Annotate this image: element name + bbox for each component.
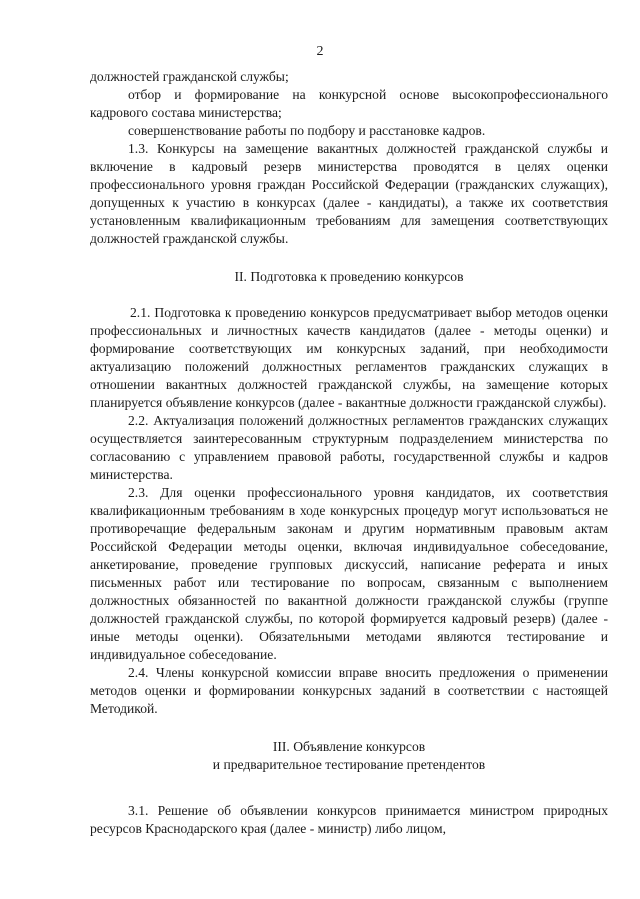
document-body bbox=[90, 68, 608, 838]
paragraph-3-1: 3.1. Решение об объявлении конкурсов принимается министром природных ресурсов Краснодарского края (далее - министр) либо лицом, bbox=[90, 803, 608, 836]
page-number: 2 bbox=[316, 44, 324, 59]
paragraph-intro-line: должностей гражданской службы; bbox=[90, 69, 289, 84]
section-3-heading-line2: и предварительное тестирование претендентов bbox=[212, 757, 486, 772]
paragraph-intro-improvement: совершенствование работы по подбору и расстановке кадров. bbox=[128, 123, 486, 138]
paragraph-2-2: 2.2. Актуализация положений должностных регламентов гражданских служащих осуществляется заинтересованным структурным подразделением министерства по согласованию с управлением правовой работы, государственной службы и кадров министерства. bbox=[90, 413, 608, 482]
paragraph-2-1: 2.1. Подготовка к проведению конкурсов предусматривает выбор методов оценки профессиональных и личностных качеств кандидатов (далее - методы оценки) и формирование соответствующих им конкурсных заданий, при необходимости актуализацию положений должностных регламентов гражданских служащих в отношении вакантных должностей гражданской службы, на замещение которых планируется объявление конкурсов (далее - вакантные должности гражданской службы). bbox=[90, 305, 608, 410]
paragraph-2-4: 2.4. Члены конкурсной комиссии вправе вносить предложения о применении методов оценки и формировании конкурсных заданий в соответствии с настоящей Методикой. bbox=[90, 665, 608, 716]
section-2-heading: II. Подготовка к проведению конкурсов bbox=[234, 269, 464, 284]
paragraph-2-3: 2.3. Для оценки профессионального уровня кандидатов, их соответствия квалификационным требованиям в ходе конкурсных процедур могут использоваться не противоречащие федеральным законам и другим нормативным правовым актам Российской Федерации методы оценки, включая индивидуальное собеседование, анкетирование, проведение групповых дискуссий, написание реферата и иных письменных работ или тестирование по вопросам, связанным с выполнением должностных обязанностей по вакантной должности гражданской службы (группе должностей гражданской службы, по которой формируется кадровый резерв) (далее - иные методы оценки). Обязательными методами являются тестирование и индивидуальное собеседование. bbox=[90, 485, 608, 662]
section-3-heading-line1: III. Объявление конкурсов bbox=[272, 739, 426, 754]
paragraph-1-3: 1.3. Конкурсы на замещение вакантных должностей гражданской службы и включение в кадровый резерв министерства проводятся в целях оценки профессионального уровня граждан Российской Федерации (гражданских служащих), допущенных к участию в конкурсах (далее - кандидаты), а также их соответствия установленным квалификационным требованиям для замещения соответствующих должностей гражданской службы. bbox=[90, 141, 608, 246]
paragraph-intro-selection: отбор и формирование на конкурсной основе высокопрофессионального кадрового состава министерства; bbox=[90, 87, 608, 120]
